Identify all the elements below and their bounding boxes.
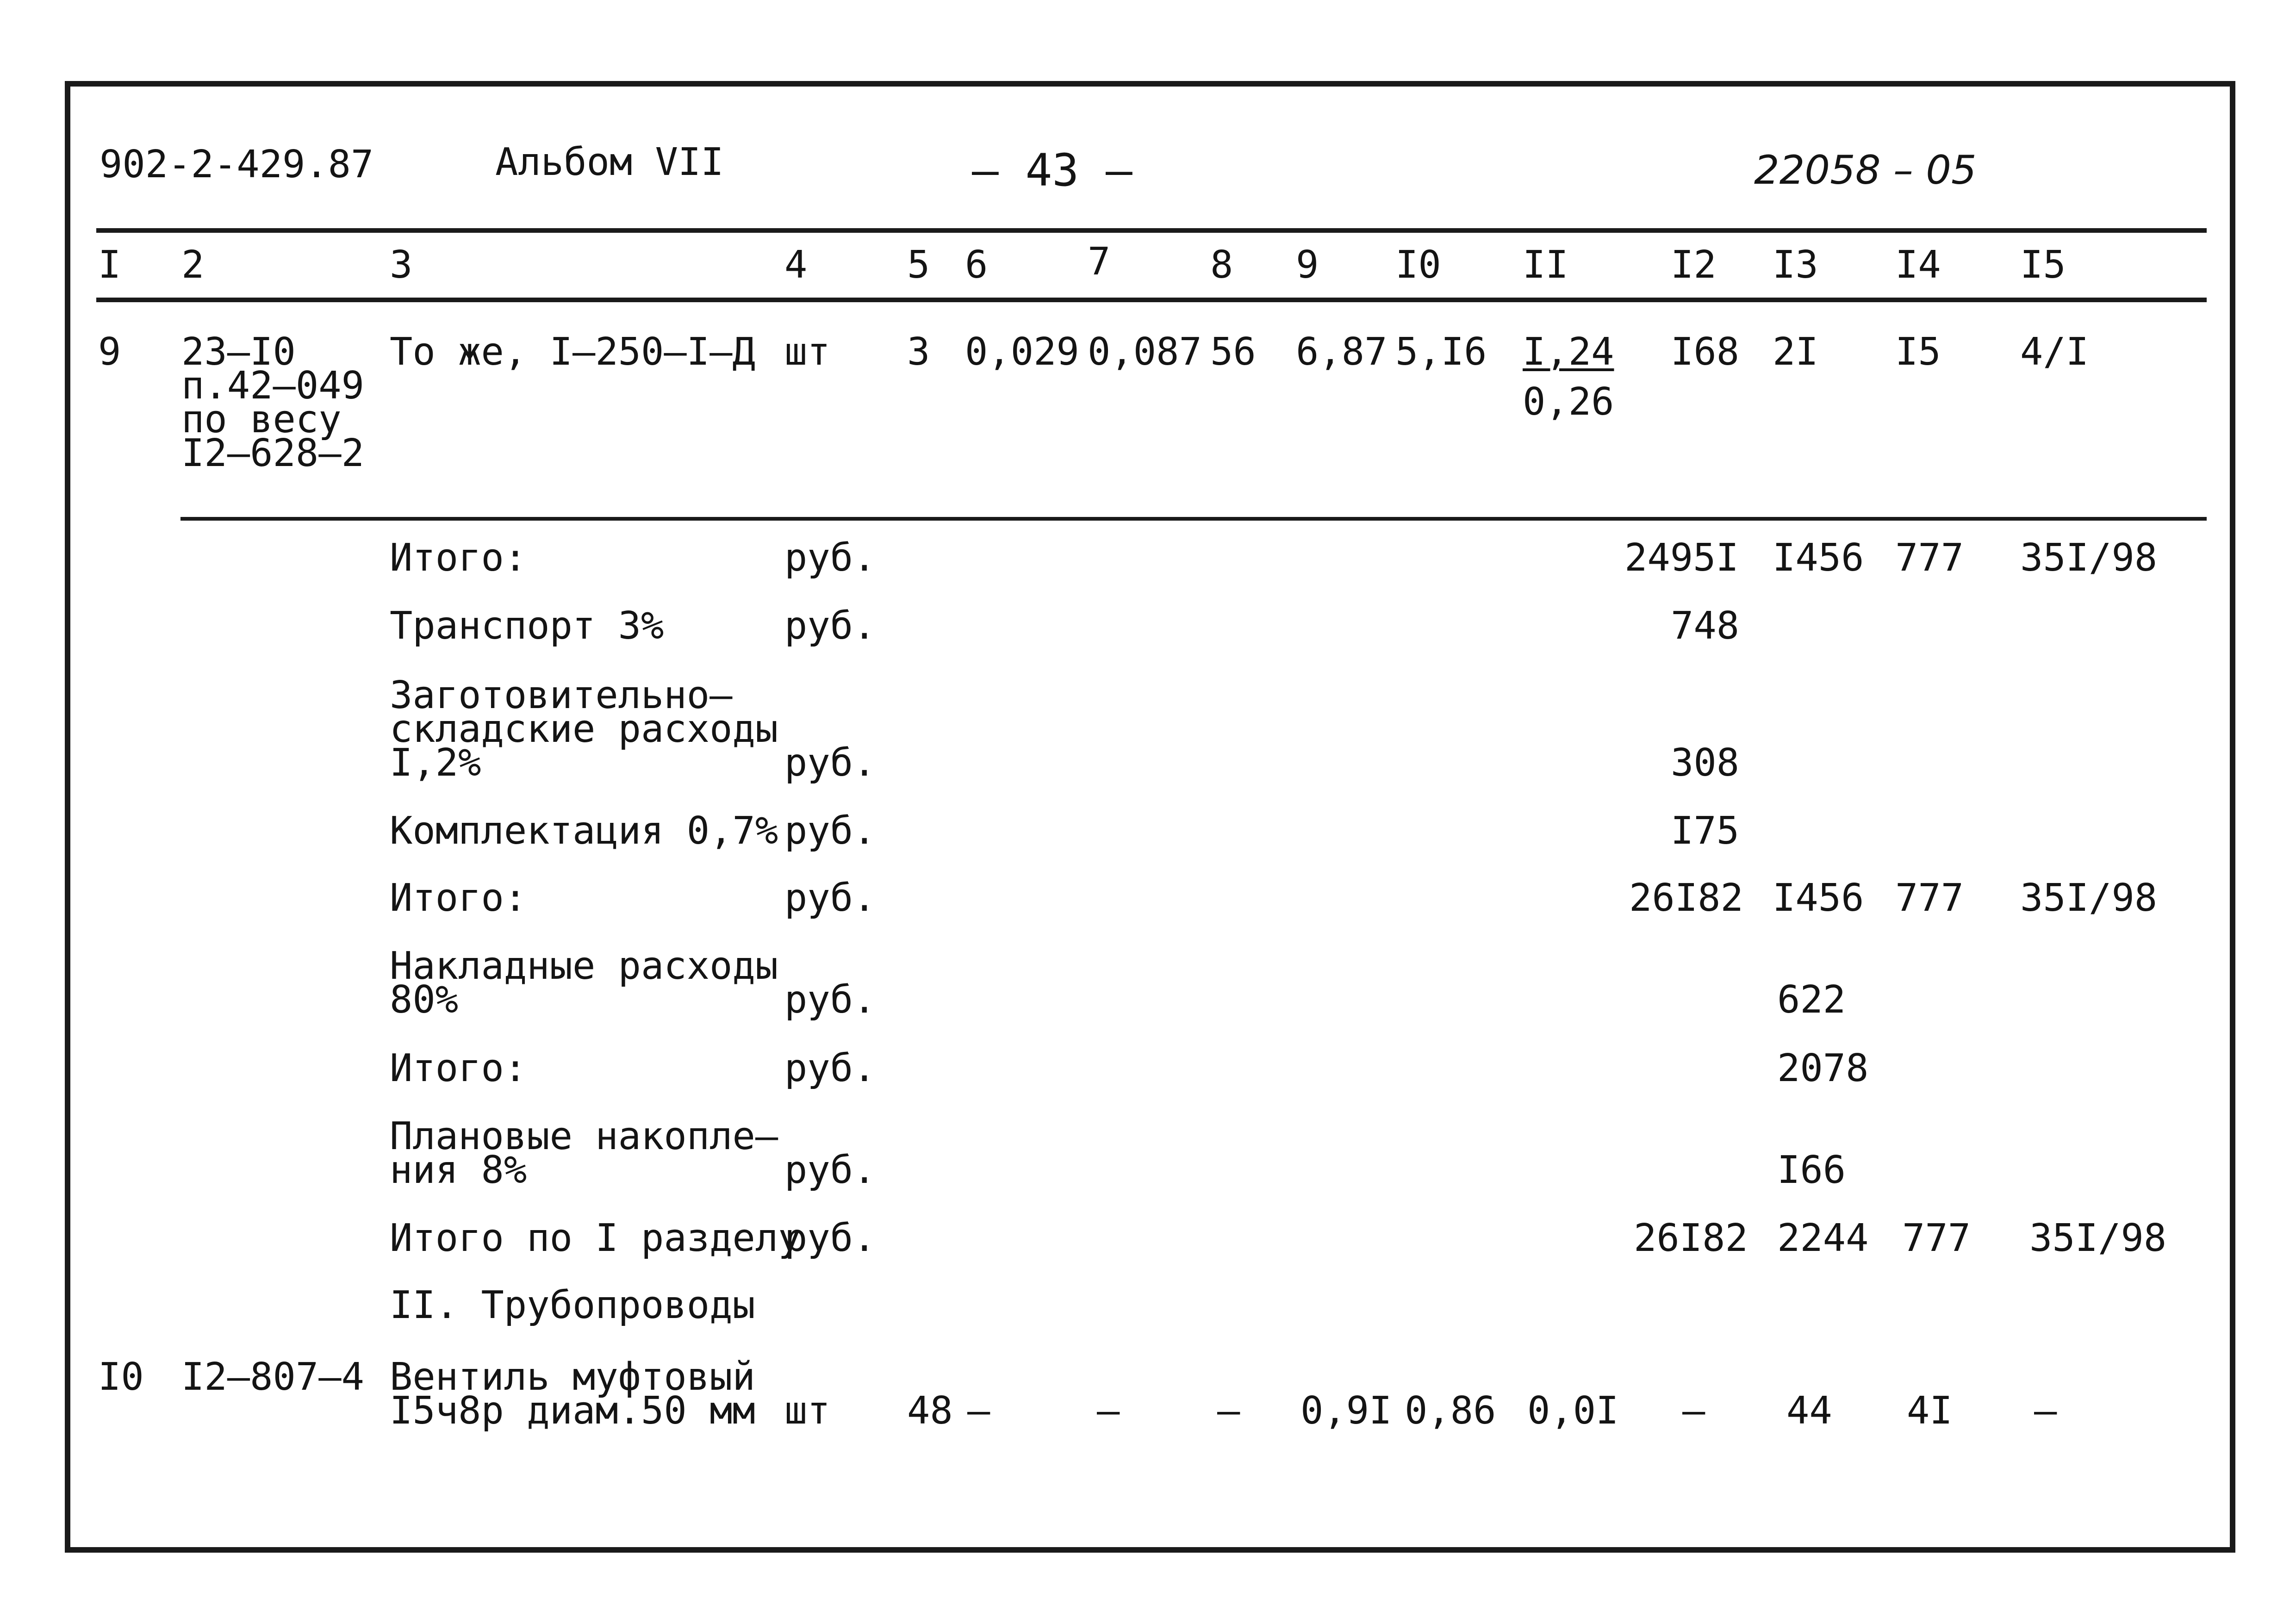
summary-label: Итого: [390,876,527,920]
header-rule-bottom [96,298,2207,302]
cell-col9: 0,9I [1300,1389,1392,1433]
album-label: Альбом VII [495,140,724,184]
summary-col15: 35I/98 [2029,1216,2167,1260]
cell-col11-bottom: 0,26 [1523,380,1614,424]
header-rule-top [96,228,2207,233]
summary-label: Итого по I разделу [390,1216,801,1260]
summary-col13: I456 [1773,876,1864,920]
summary-col13: 2244 [1777,1216,1869,1260]
cell-col13: 2I [1773,330,1818,374]
column-header-3: 3 [390,243,413,287]
cell-col7: – [1097,1389,1120,1433]
row-name: То же, I–250–I–Д [390,330,755,374]
row-quantity: 48 [907,1389,953,1433]
summary-col15: 35I/98 [2020,536,2158,580]
column-header-12: I2 [1671,243,1717,287]
row-unit: шт [784,1389,830,1433]
cell-col12: I68 [1671,330,1740,374]
summary-unit: руб. [784,876,876,920]
summary-label: Заготовительно– [390,673,733,717]
cell-col8: 56 [1210,330,1256,374]
summary-unit: руб. [784,1046,876,1090]
summary-col13: I66 [1777,1148,1846,1192]
cell-col10: 5,I6 [1395,330,1487,374]
column-header-4: 4 [784,243,808,287]
summary-label: ния 8% [390,1148,527,1192]
summary-col13: I456 [1773,536,1864,580]
row-name: I5ч8р диам.50 мм [390,1389,755,1433]
summary-col14: 777 [1895,876,1964,920]
summary-label: Плановые накопле– [390,1114,778,1158]
summary-label: Транспорт 3% [390,604,664,648]
summary-label: Накладные расходы [390,944,778,988]
summary-col12: 308 [1671,741,1740,785]
subtotal-rule [180,517,2207,521]
summary-unit: руб. [784,1148,876,1192]
summary-label: складские расходы [390,707,778,751]
row-reference-line: I2–628–2 [181,431,364,475]
cell-col15: 4/I [2020,330,2089,374]
cell-col13: 44 [1786,1389,1832,1433]
row-unit: шт [784,330,830,374]
row-number: I0 [98,1355,144,1399]
column-header-1: I [98,243,121,287]
summary-col12: 748 [1671,604,1740,648]
doc-code: 902-2-429.87 [100,143,374,187]
summary-unit: руб. [784,1216,876,1260]
summary-label: Итого: [390,1046,527,1090]
cell-col6: 0,029 [965,330,1079,374]
summary-col12: I75 [1671,809,1740,853]
summary-col12: 2495I [1624,536,1739,580]
cell-col7: 0,087 [1088,330,1202,374]
column-header-2: 2 [181,243,205,287]
summary-label: 80% [390,978,459,1022]
cell-col15: – [2034,1389,2057,1433]
summary-col13: 622 [1777,978,1846,1022]
cell-col11-top: I,24 [1523,330,1614,374]
column-header-14: I4 [1895,243,1941,287]
cell-col10: 0,86 [1405,1389,1496,1433]
summary-col14: 777 [1895,536,1964,580]
section-title: II. Трубопроводы [390,1283,755,1327]
cell-col8: – [1217,1389,1240,1433]
column-header-9: 9 [1296,243,1319,287]
row-name: Вентиль муфтовый [390,1355,755,1399]
summary-unit: руб. [784,536,876,580]
column-header-5: 5 [907,243,930,287]
summary-label: Итого: [390,536,527,580]
column-header-11: II [1523,243,1568,287]
column-header-15: I5 [2020,243,2066,287]
column-header-8: 8 [1210,243,1233,287]
summary-col14: 777 [1902,1216,1971,1260]
cell-col9: 6,87 [1296,330,1388,374]
summary-col12: 26I82 [1629,876,1743,920]
row-reference: I2–807–4 [181,1355,364,1399]
cell-col11: 0,0I [1527,1389,1619,1433]
summary-label: Комплектация 0,7% [390,809,778,853]
row-reference-line: 23–I0 [181,330,296,374]
page-number: – 43 – [972,144,1132,196]
row-reference-line: по весу [181,398,342,442]
column-header-7: 7 [1088,240,1111,284]
cell-col12: – [1682,1389,1705,1433]
column-header-10: I0 [1395,243,1441,287]
row-number: 9 [98,330,121,374]
summary-col12: 26I82 [1634,1216,1748,1260]
column-header-6: 6 [965,243,988,287]
row-quantity: 3 [907,330,930,374]
row-reference-line: п.42–049 [181,364,364,408]
summary-col15: 35I/98 [2020,876,2158,920]
cell-col14: I5 [1895,330,1941,374]
summary-unit: руб. [784,604,876,648]
summary-unit: руб. [784,741,876,785]
column-header-13: I3 [1773,243,1818,287]
archive-number: 22058 – 05 [1754,147,1977,193]
summary-col13: 2078 [1777,1046,1869,1090]
summary-unit: руб. [784,978,876,1022]
summary-label: I,2% [390,741,481,785]
cell-col6: – [967,1389,990,1433]
summary-unit: руб. [784,809,876,853]
cell-col14: 4I [1907,1389,1953,1433]
